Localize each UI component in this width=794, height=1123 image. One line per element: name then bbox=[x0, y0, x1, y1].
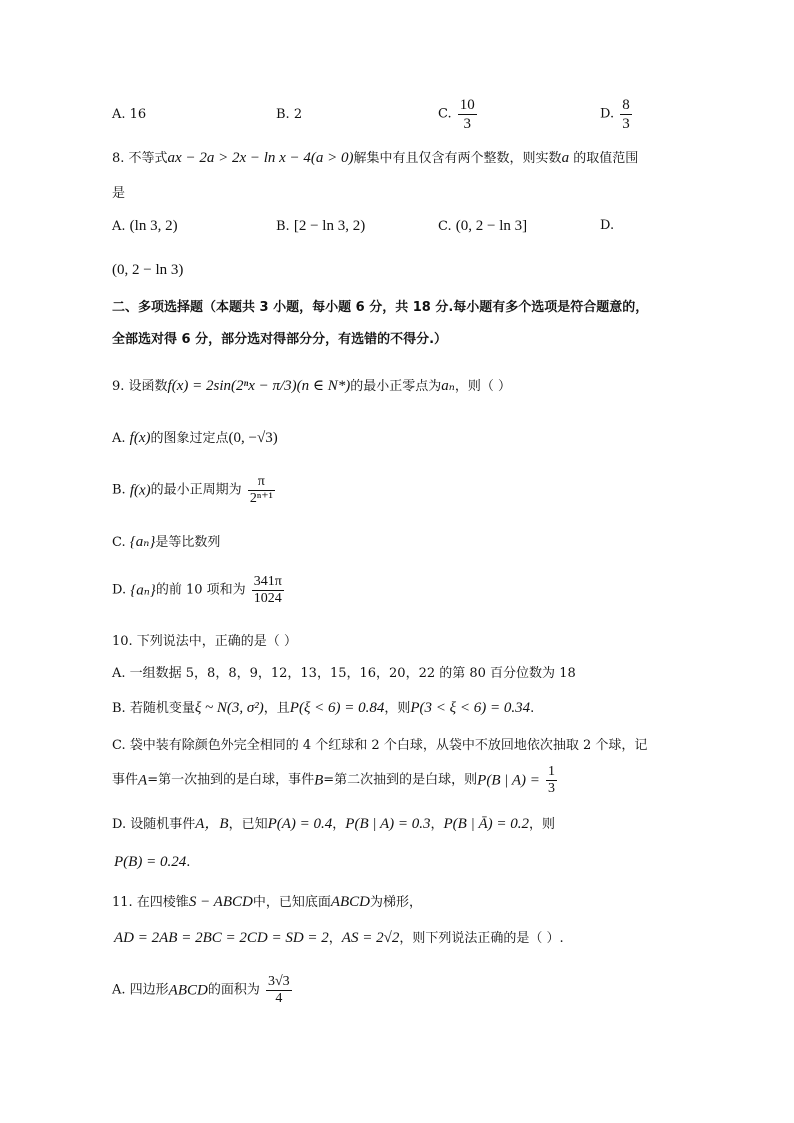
q9-option-c-math: {aₙ} bbox=[129, 534, 156, 550]
q7-option-c-numerator: 10 bbox=[459, 97, 475, 113]
q9-option-d-fraction bbox=[252, 574, 284, 607]
q9-option-b-fraction bbox=[248, 474, 275, 507]
q9-stem bbox=[112, 376, 511, 397]
q9-option-b-label: B. bbox=[112, 482, 126, 498]
q7-option-b: B. 2 bbox=[276, 107, 303, 122]
q9-option-b-denominator: 2ⁿ⁺¹ bbox=[249, 491, 273, 506]
q8-option-b-value: [2 − ln 3, 2) bbox=[293, 218, 366, 234]
q10-option-b-end: . bbox=[530, 701, 535, 716]
section-2-heading: 二、多项选择题（本题共 3 小题，每小题 6 分，共 18 分.每小题有多个选项是符合题意的， bbox=[112, 300, 649, 315]
q8-option-d-label: D. bbox=[600, 218, 615, 233]
q10-c-text-c: =第二次抽到的是白球，则 bbox=[323, 772, 478, 788]
q9-option-d-text: 的前 10 项和为 bbox=[155, 582, 246, 598]
q7-option-c bbox=[438, 96, 479, 133]
q8-inequality: ax − 2a > 2x − ln x − 4(a > 0) bbox=[167, 150, 354, 166]
q10-c-denominator: 3 bbox=[548, 781, 556, 796]
q10-option-b bbox=[112, 698, 534, 719]
q10-c-numerator: 1 bbox=[548, 764, 556, 779]
q10-option-d-line1 bbox=[112, 814, 555, 835]
q11-eq2: AS = 2√2 bbox=[341, 930, 400, 946]
q9-suffix: 的最小正零点为 bbox=[350, 379, 442, 394]
q10-c-text-b: =第一次抽到的是白球，事件 bbox=[147, 772, 315, 788]
q11-text2: 为梯形， bbox=[370, 895, 423, 910]
q8-option-a bbox=[112, 216, 178, 237]
q11-option-a-var: ABCD bbox=[168, 982, 208, 999]
q8-stem-line2: 是 bbox=[112, 186, 126, 201]
q7-option-c-fraction bbox=[458, 96, 477, 133]
q8-option-a-value: (ln 3, 2) bbox=[129, 218, 178, 234]
q7-option-d bbox=[600, 96, 634, 133]
q8-option-c-label: C. bbox=[438, 219, 452, 234]
q10-option-b-text2: ，且 bbox=[263, 701, 290, 716]
q8-prefix: 8. 不等式 bbox=[112, 151, 168, 166]
q9-prefix: 9. 设函数 bbox=[112, 379, 168, 394]
q10-d-text-a: D. 设随机事件 bbox=[112, 817, 196, 832]
q9-function: f(x) = 2sin(2ⁿx − π/3)(n ∈ N*) bbox=[167, 378, 351, 394]
q11-option-a-fraction bbox=[266, 974, 292, 1007]
q9-option-b-math: f(x) bbox=[129, 482, 151, 499]
q11-prefix: 11. 在四棱锥 bbox=[112, 895, 189, 910]
q10-option-c-line2 bbox=[112, 764, 559, 797]
q9-option-c-text: 是等比数列 bbox=[155, 535, 221, 550]
q8-option-b bbox=[276, 216, 365, 237]
q9-option-a-label: A. bbox=[112, 431, 126, 446]
q10-c-text-a: 事件 bbox=[112, 772, 139, 788]
q7-option-c-label: C. bbox=[438, 106, 452, 122]
q9-option-a-point: (0, −√3) bbox=[228, 430, 278, 446]
q8-suffix2: 的取值范围 bbox=[569, 151, 639, 166]
q9-an: aₙ bbox=[441, 378, 455, 394]
q11-sep: ， bbox=[328, 931, 342, 946]
q11-stem bbox=[112, 892, 422, 913]
q10-option-b-math3: P(3 < ξ < 6) = 0.34 bbox=[410, 700, 531, 716]
q7-option-d-numerator: 8 bbox=[622, 97, 630, 113]
q10-d-then: ，则 bbox=[528, 817, 555, 832]
q10-c-event-b: B bbox=[314, 772, 324, 789]
q9-option-a-math: f(x) bbox=[129, 430, 151, 446]
q11-text1: 中，已知底面 bbox=[252, 895, 331, 910]
q7-option-c-denominator: 3 bbox=[463, 116, 472, 132]
q8-option-a-label: A. bbox=[112, 219, 126, 234]
q10-d-m2: P(B | A) = 0.3 bbox=[345, 816, 431, 832]
q10-d-text-b: ，已知 bbox=[228, 817, 268, 832]
q10-option-b-math2: P(ξ < 6) = 0.84 bbox=[289, 700, 385, 716]
q10-d-m1: P(A) = 0.4 bbox=[267, 816, 333, 832]
q10-option-a: A. 一组数据 5，8，8，9，12，13，15，16，20，22 的第 80 百分位数为 18 bbox=[112, 666, 576, 681]
q8-var: a bbox=[561, 150, 570, 166]
q10-d-vars: A，B bbox=[195, 816, 229, 832]
q10-c-fraction bbox=[546, 764, 557, 797]
q10-d-sep1: ， bbox=[332, 817, 346, 832]
q9-option-a-text: 的图象过定点 bbox=[150, 431, 229, 446]
q9-option-c-label: C. bbox=[112, 535, 126, 550]
q10-option-d-line2 bbox=[114, 852, 190, 873]
q10-c-math: P(B | A) = bbox=[477, 772, 540, 789]
q10-option-c-line1: C. 袋中装有除颜色外完全相同的 4 个红球和 2 个白球，从袋中不放回地依次抽取 2 个球，记 bbox=[112, 738, 648, 753]
q11-option-a-denominator: 4 bbox=[275, 991, 283, 1006]
q10-d-end: . bbox=[186, 855, 191, 870]
section-2-heading-line2: 全部选对得 6 分，部分选对得部分分，有选错的不得分.） bbox=[112, 332, 448, 347]
q11-eq1: AD = 2AB = 2BC = 2CD = SD = 2 bbox=[114, 930, 329, 946]
q11-option-a bbox=[112, 974, 294, 1007]
q8-option-b-label: B. bbox=[276, 219, 290, 234]
q9-option-d-numerator: 341π bbox=[253, 574, 282, 589]
q8-option-c-value: (0, 2 − ln 3] bbox=[455, 218, 528, 234]
q8-suffix: 解集中有且仅含有两个整数，则实数 bbox=[353, 151, 562, 166]
q9-option-a bbox=[112, 428, 278, 449]
q9-option-b-text: 的最小正周期为 bbox=[150, 482, 242, 498]
q9-option-d bbox=[112, 574, 286, 607]
q11-text3: ，则下列说法正确的是（ ）. bbox=[399, 931, 564, 946]
q7-option-d-label: D. bbox=[600, 106, 615, 122]
q8-option-c bbox=[438, 216, 527, 237]
q10-c-event-a: A bbox=[138, 772, 148, 789]
q11-conditions bbox=[114, 928, 564, 949]
q9-option-c bbox=[112, 532, 220, 553]
q10-option-b-math1: ξ ~ N(3, σ²) bbox=[194, 700, 264, 716]
q7-option-a: A. 16 bbox=[112, 107, 147, 122]
q9-option-d-denominator: 1024 bbox=[253, 591, 282, 606]
q9-option-b bbox=[112, 474, 277, 507]
q11-option-a-numerator: 3√3 bbox=[267, 974, 290, 989]
q9-option-b-numerator: π bbox=[248, 474, 275, 491]
q11-option-a-label: A. 四边形 bbox=[112, 982, 169, 998]
q11-option-a-text: 的面积为 bbox=[207, 982, 260, 998]
q10-d-sep2: ， bbox=[430, 817, 444, 832]
q9-option-d-math: {aₙ} bbox=[130, 582, 156, 599]
q10-option-b-text3: ，则 bbox=[384, 701, 411, 716]
q11-base: ABCD bbox=[330, 894, 371, 910]
q11-pyramid: S − ABCD bbox=[188, 894, 253, 910]
q10-d-m3: P(B | Ā) = 0.2 bbox=[443, 816, 529, 832]
q10-option-b-label: B. 若随机变量 bbox=[112, 701, 195, 716]
q9-suffix2: ，则（ ） bbox=[454, 379, 512, 394]
q10-stem: 10. 下列说法中，正确的是（ ） bbox=[112, 634, 297, 649]
q7-option-d-denominator: 3 bbox=[622, 116, 630, 132]
q10-d-result: P(B) = 0.24 bbox=[114, 854, 187, 870]
q9-option-d-label: D. bbox=[112, 582, 127, 598]
q8-option-d-value: (0, 2 − ln 3) bbox=[112, 262, 184, 278]
q8-stem bbox=[112, 148, 638, 169]
q7-option-d-fraction bbox=[620, 96, 632, 133]
